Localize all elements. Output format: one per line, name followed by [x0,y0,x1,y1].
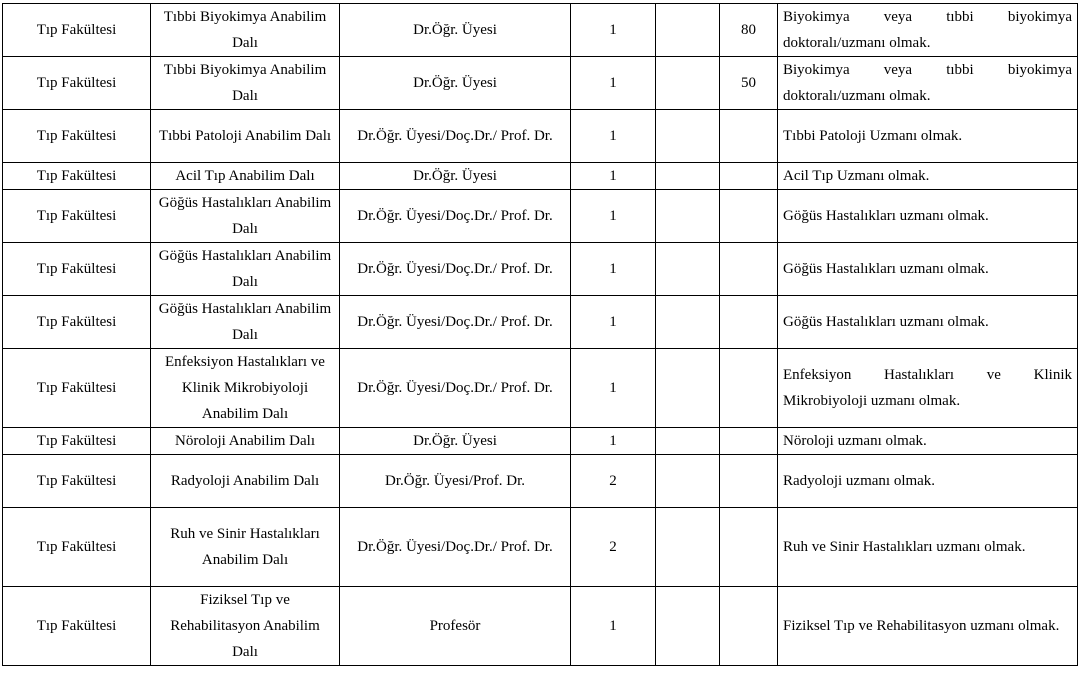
requirement-cell: Biyokimya veya tıbbi biyokimya doktoralı/uzmanı olmak. [778,4,1078,57]
title-cell: Dr.Öğr. Üyesi/Doç.Dr./ Prof. Dr. [340,349,571,428]
requirement-cell: Acil Tıp Uzmanı olmak. [778,163,1078,190]
table-row [3,508,1078,587]
title-cell: Dr.Öğr. Üyesi/Doç.Dr./ Prof. Dr. [340,190,571,243]
requirement-cell: Enfeksiyon Hastalıkları ve Klinik Mikrobiyoloji uzmanı olmak. [778,349,1078,428]
department-cell: Tıbbi Patoloji Anabilim Dalı [151,110,340,163]
table-row [3,190,1078,243]
count-cell: 1 [571,57,656,110]
department-cell: Göğüs Hastalıkları Anabilim Dalı [151,190,340,243]
count-cell: 1 [571,190,656,243]
faculty-cell: Tıp Fakültesi [3,587,151,666]
score-cell [720,296,778,349]
requirement-cell: Göğüs Hastalıkları uzmanı olmak. [778,243,1078,296]
requirement-cell: Göğüs Hastalıkları uzmanı olmak. [778,296,1078,349]
title-cell: Dr.Öğr. Üyesi [340,163,571,190]
empty-cell [656,587,720,666]
empty-cell [656,57,720,110]
faculty-cell: Tıp Fakültesi [3,4,151,57]
table-row [3,163,1078,190]
score-cell [720,349,778,428]
department-cell: Radyoloji Anabilim Dalı [151,455,340,508]
faculty-cell: Tıp Fakültesi [3,349,151,428]
score-cell: 50 [720,57,778,110]
table-row [3,57,1078,110]
department-cell: Acil Tıp Anabilim Dalı [151,163,340,190]
department-cell: Enfeksiyon Hastalıkları ve Klinik Mikrobiyoloji Anabilim Dalı [151,349,340,428]
table-row [3,110,1078,163]
empty-cell [656,163,720,190]
faculty-cell: Tıp Fakültesi [3,455,151,508]
empty-cell [656,349,720,428]
count-cell: 2 [571,508,656,587]
table-row [3,243,1078,296]
empty-cell [656,243,720,296]
table-row [3,428,1078,455]
empty-cell [656,190,720,243]
faculty-cell: Tıp Fakültesi [3,296,151,349]
count-cell: 1 [571,4,656,57]
requirement-cell: Fiziksel Tıp ve Rehabilitasyon uzmanı olmak. [778,587,1078,666]
score-cell: 80 [720,4,778,57]
score-cell [720,243,778,296]
title-cell: Dr.Öğr. Üyesi [340,57,571,110]
empty-cell [656,428,720,455]
title-cell: Dr.Öğr. Üyesi/Doç.Dr./ Prof. Dr. [340,508,571,587]
score-cell [720,110,778,163]
table-row [3,455,1078,508]
count-cell: 1 [571,349,656,428]
title-cell: Dr.Öğr. Üyesi/Doç.Dr./ Prof. Dr. [340,243,571,296]
faculty-cell: Tıp Fakültesi [3,110,151,163]
faculty-cell: Tıp Fakültesi [3,163,151,190]
department-cell: Göğüs Hastalıkları Anabilim Dalı [151,296,340,349]
department-cell: Ruh ve Sinir Hastalıkları Anabilim Dalı [151,508,340,587]
title-cell: Dr.Öğr. Üyesi [340,4,571,57]
count-cell: 1 [571,243,656,296]
count-cell: 1 [571,587,656,666]
department-cell: Tıbbi Biyokimya Anabilim Dalı [151,57,340,110]
count-cell: 1 [571,163,656,190]
faculty-cell: Tıp Fakültesi [3,190,151,243]
position-table [2,3,1078,666]
faculty-cell: Tıp Fakültesi [3,508,151,587]
title-cell: Dr.Öğr. Üyesi/Prof. Dr. [340,455,571,508]
score-cell [720,163,778,190]
empty-cell [656,4,720,57]
count-cell: 1 [571,296,656,349]
empty-cell [656,296,720,349]
department-cell: Fiziksel Tıp ve Rehabilitasyon Anabilim Dalı [151,587,340,666]
department-cell: Nöroloji Anabilim Dalı [151,428,340,455]
title-cell: Profesör [340,587,571,666]
score-cell [720,455,778,508]
requirement-cell: Radyoloji uzmanı olmak. [778,455,1078,508]
department-cell: Tıbbi Biyokimya Anabilim Dalı [151,4,340,57]
requirement-cell: Nöroloji uzmanı olmak. [778,428,1078,455]
count-cell: 1 [571,110,656,163]
department-cell: Göğüs Hastalıkları Anabilim Dalı [151,243,340,296]
table-row [3,587,1078,666]
empty-cell [656,455,720,508]
title-cell: Dr.Öğr. Üyesi/Doç.Dr./ Prof. Dr. [340,110,571,163]
table-row [3,4,1078,57]
requirement-cell: Ruh ve Sinir Hastalıkları uzmanı olmak. [778,508,1078,587]
requirement-cell: Tıbbi Patoloji Uzmanı olmak. [778,110,1078,163]
requirement-cell: Biyokimya veya tıbbi biyokimya doktoralı/uzmanı olmak. [778,57,1078,110]
count-cell: 2 [571,455,656,508]
score-cell [720,587,778,666]
score-cell [720,190,778,243]
title-cell: Dr.Öğr. Üyesi/Doç.Dr./ Prof. Dr. [340,296,571,349]
table-row [3,349,1078,428]
empty-cell [656,110,720,163]
score-cell [720,428,778,455]
title-cell: Dr.Öğr. Üyesi [340,428,571,455]
table-row [3,296,1078,349]
requirement-cell: Göğüs Hastalıkları uzmanı olmak. [778,190,1078,243]
faculty-cell: Tıp Fakültesi [3,243,151,296]
score-cell [720,508,778,587]
faculty-cell: Tıp Fakültesi [3,57,151,110]
empty-cell [656,508,720,587]
faculty-cell: Tıp Fakültesi [3,428,151,455]
count-cell: 1 [571,428,656,455]
